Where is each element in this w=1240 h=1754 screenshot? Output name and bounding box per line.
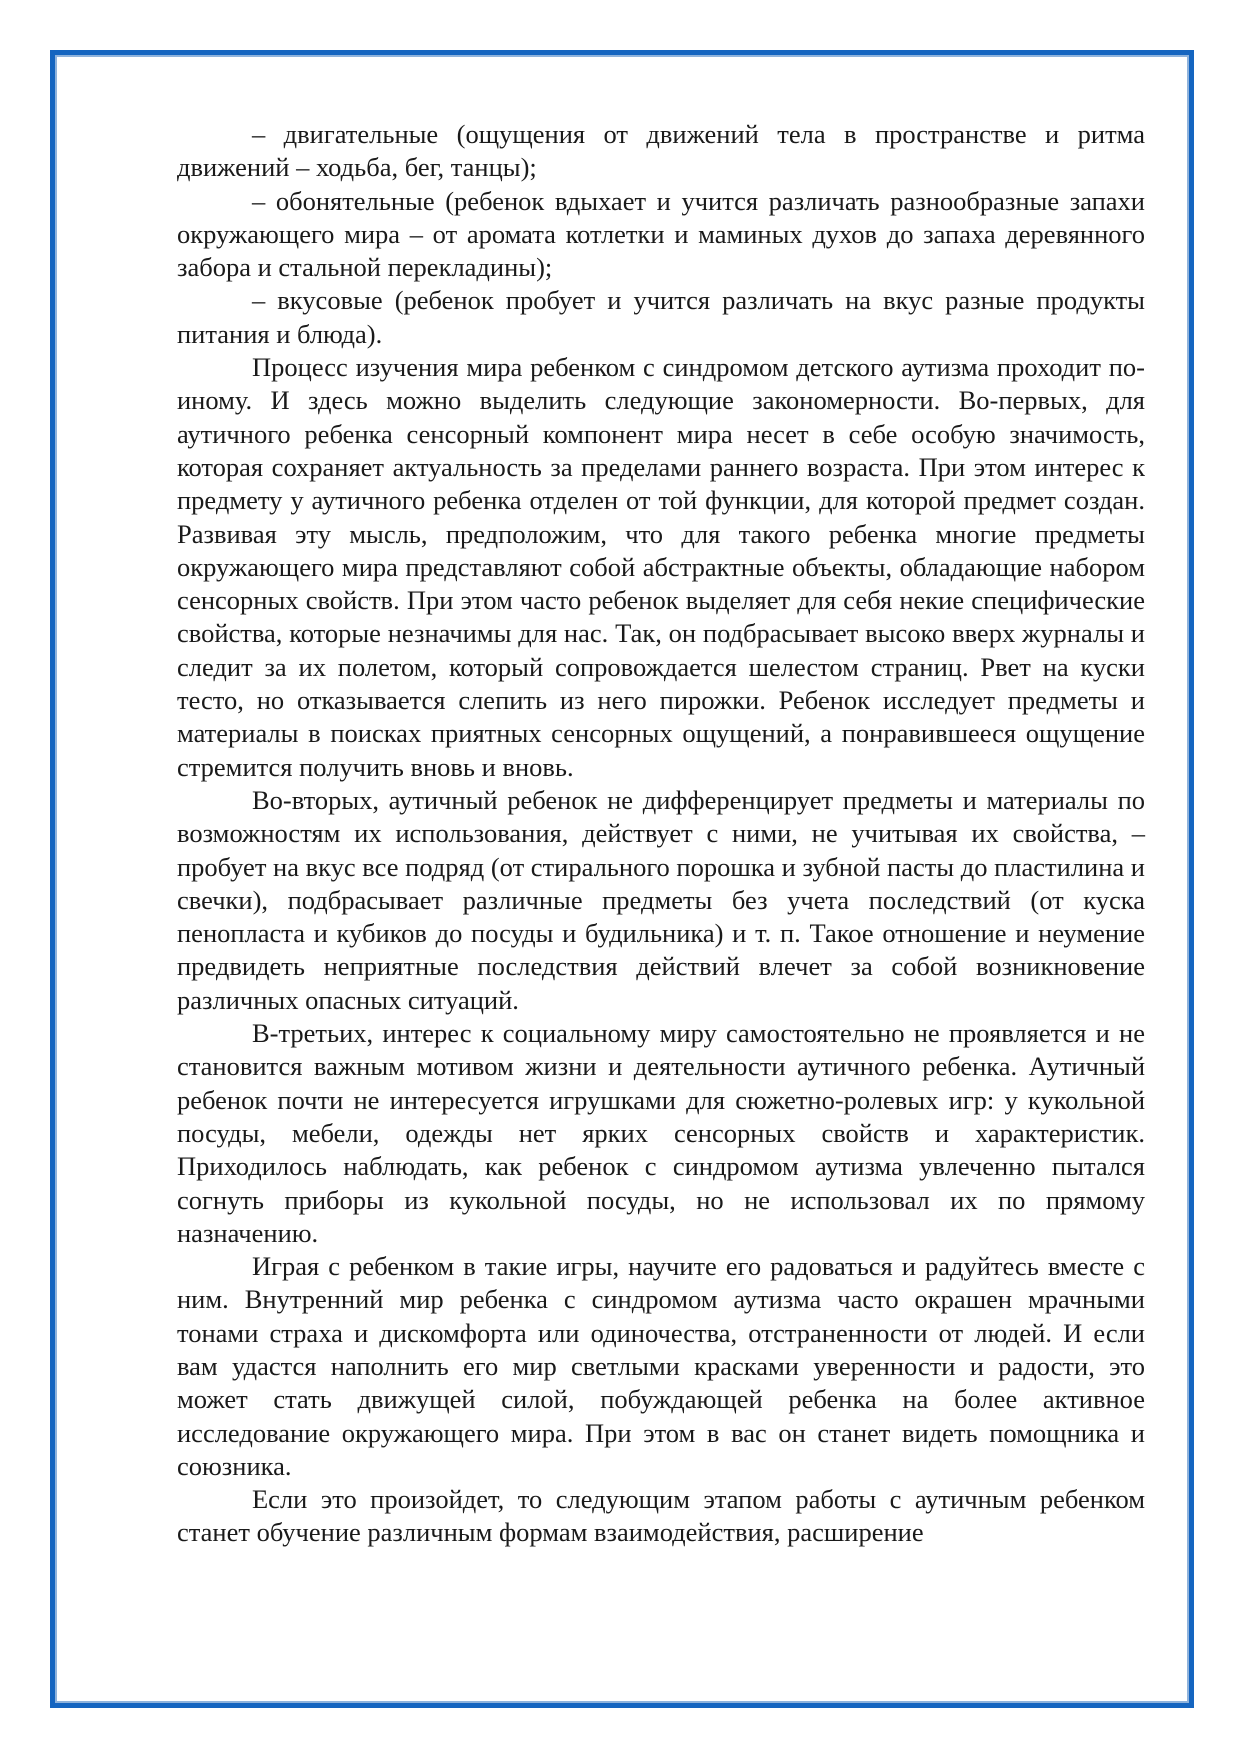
- paragraph-motor-sensations: – двигательные (ощущения от движений тела в пространстве и ритма движений – ходьба, бег, танцы);: [177, 119, 1145, 183]
- document-body: [177, 118, 1145, 1550]
- paragraph-thirdly: В-третьих, интерес к социальному миру самостоятельно не проявляется и не становится важным мотивом жизни и деятельности аутичного ребенка. Аутичный ребенок почти не интересуется игрушками для сюжетно-ролевых игр: у кукольной посуды, мебели, одежды нет ярких сенсорных свойств и характеристик. Приходилось наблюдать, как ребенок с синдромом аутизма увлеченно пытался согнуть приборы из кукольной посуды, но не использовал их по прямому назначению.: [177, 1018, 1145, 1248]
- paragraph-world-exploration: Процесс изучения мира ребенком с синдромом детского аутизма проходит по-иному. И здесь можно выделить следующие закономерности. Во-первых, для аутичного ребенка сенсорный компонент мира несет в себе особую значимость, которая сохраняет актуальность за пределами раннего возраста. При этом интерес к предмету у аутичного ребенка отделен от той функции, для которой предмет создан. Развивая эту мысль, предположим, что для такого ребенка многие предметы окружающего мира представляют собой абстрактные объекты, обладающие набором сенсорных свойств. При этом часто ребенок выделяет для себя некие специфические свойства, которые незначимы для нас. Так, он подбрасывает высоко вверх журналы и следит за их полетом, который сопровождается шелестом страниц. Рвет на куски тесто, но отказывается слепить из него пирожки. Ребенок исследует предметы и материалы в поисках приятных сенсорных ощущений, а понравившееся ощущение стремится получить вновь и вновь.: [177, 352, 1145, 782]
- paragraph-playing-together: Играя с ребенком в такие игры, научите его радоваться и радуйтесь вместе с ним. Внутренний мир ребенка с синдромом аутизма часто окрашен мрачными тонами страха и дискомфорта или одиночества, отстраненности от людей. И если вам удастся наполнить его мир светлыми красками уверенности и радости, это может стать движущей силой, побуждающей ребенка на более активное исследование окружающего мира. При этом в вас он станет видеть помощника и союзника.: [177, 1251, 1145, 1481]
- paragraph-secondly: Во-вторых, аутичный ребенок не дифференцирует предметы и материалы по возможностям их использования, действует с ними, не учитывая их свойства, – пробует на вкус все подряд (от стирального порошка и зубной пасты до пластилина и свечки), подбрасывает различные предметы без учета последствий (от куска пенопласта и кубиков до посуды и будильника) и т. п. Такое отношение и неумение предвидеть неприятные последствия действий влечет за собой возникновение различных опасных ситуаций.: [177, 784, 1145, 1015]
- paragraph-next-stage: Если это произойдет, то следующим этапом работы с аутичным ребенком станет обучение различным формам взаимодействия, расширение: [177, 1484, 1145, 1548]
- paragraph-taste-sensations: – вкусовые (ребенок пробует и учится различать на вкус разные продукты питания и блюда).: [177, 285, 1145, 349]
- paragraph-olfactory-sensations: – обонятельные (ребенок вдыхает и учится различать разнообразные запахи окружающего мира – от аромата котлетки и маминых духов до запаха деревянного забора и стальной перекладины);: [177, 185, 1145, 283]
